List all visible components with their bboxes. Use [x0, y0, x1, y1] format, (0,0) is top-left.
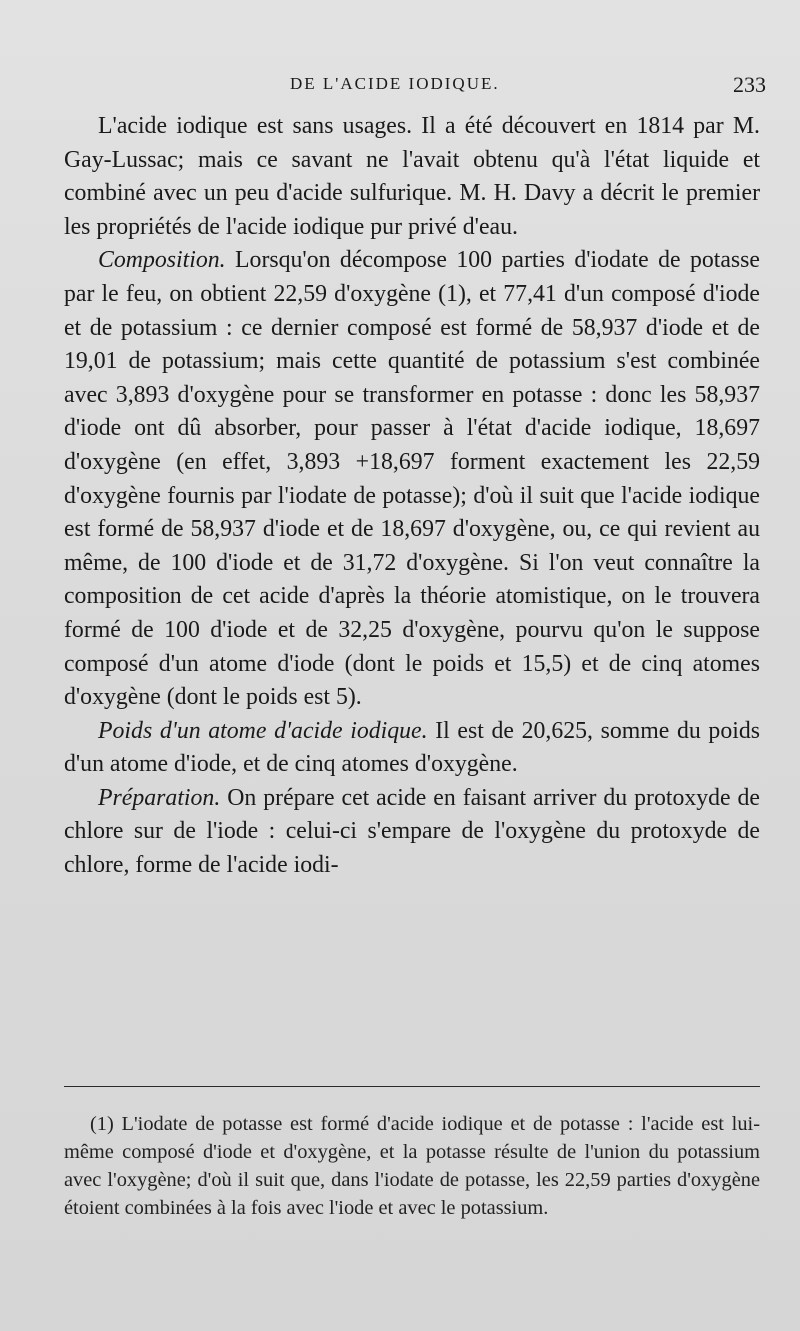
- paragraph-text: L'acide iodique est sans usages. Il a été découvert en 1814 par M. Gay-Lussac; mais ce savant ne l'avait obtenu qu'à l'état liquide et combiné avec un peu d'acide sulfurique. M. H. Davy a décrit le premier les propriétés de l'acide iodique pur privé d'eau.: [64, 113, 760, 240]
- paragraph-text: Lorsqu'on décompose 100 parties d'iodate de potasse par le feu, on obtient 22,59 d'oxygène (1), et 77,41 d'un composé d'iode et de potassium : ce dernier composé est formé de 58,937 d'iode et de 19,01 de potassium; mais cette quantité de potassium s'est combinée avec 3,893 d'oxygène pour se transformer en potasse : donc les 58,937 d'iode ont dû absorber, pour passer à l'état d'acide iodique, 18,697 d'oxygène (en effet, 3,893 +18,697 forment exactement les 22,59 d'oxygène fournis par l'iodate de potasse); d'où il suit que l'acide iodique est formé de 58,937 d'iode et de 18,697 d'oxygène, ou, ce qui revient au même, de 100 d'iode et de 31,72 d'oxygène. Si l'on veut connaître la composition de cet acide d'après la théorie atomistique, on le trouvera formé de 100 d'iode et de 32,25 d'oxygène, pourvu qu'on le suppose composé d'un atome d'iode (dont le poids et 15,5) et de cinq atomes d'oxygène (dont le poids est 5).: [64, 247, 760, 711]
- page-number: 233: [733, 72, 766, 97]
- section-lead-preparation: Préparation.: [98, 784, 221, 811]
- section-lead-atomic-weight: Poids d'un atome d'acide iodique.: [98, 717, 428, 744]
- page-header: [0, 74, 800, 104]
- section-lead-composition: Composition.: [98, 247, 226, 274]
- footnote-text: (1) L'iodate de potasse est formé d'acide iodique et de potasse : l'acide est lui-même composé d'iode et d'oxygène, et la potasse résulte de l'union du potassium avec l'oxygène; d'où il suit que, dans l'iodate de potasse, les 22,59 parties d'oxygène étoient combinées à la fois avec l'iode et avec le potassium.: [64, 1113, 760, 1219]
- paragraph-intro: [64, 110, 760, 244]
- main-text: [64, 110, 760, 883]
- paragraph-atomic-weight: [64, 715, 760, 782]
- footnote-divider: [64, 1086, 760, 1087]
- paragraph-preparation: [64, 782, 760, 883]
- paragraph-text: Il est de 20,625, somme du poids d'un atome d'iode, et de cinq atomes d'oxygène.: [64, 717, 761, 778]
- footnote: [64, 1110, 760, 1222]
- paragraph-text: On prépare cet acide en faisant arriver du protoxyde de chlore sur de l'iode : celui-ci s'empare de l'oxygène du protoxyde de chlore, forme de l'acide iodi-: [64, 784, 760, 879]
- paragraph-composition: [64, 244, 760, 714]
- running-title: DE L'ACIDE IODIQUE.: [290, 74, 500, 93]
